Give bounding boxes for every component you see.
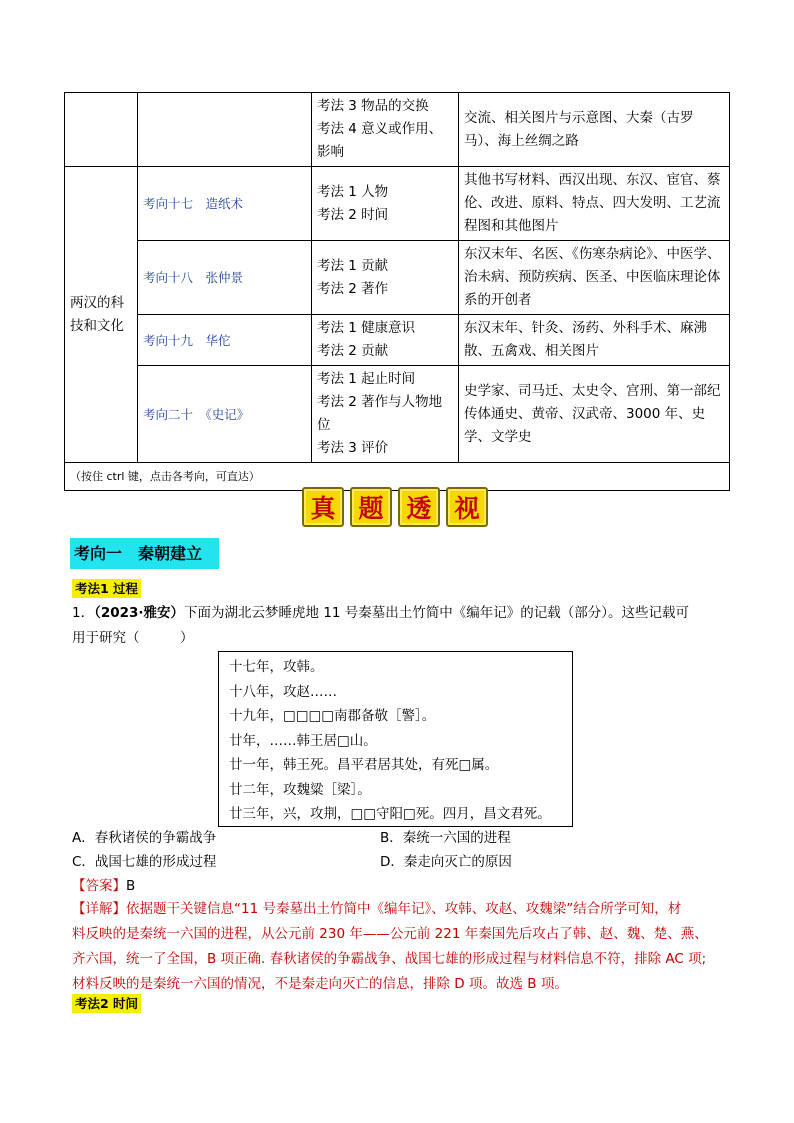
option-b[interactable]: B．秦统一六国的进程 [380,830,511,846]
keyword-text: 史学家、司马迁、太史令、宫刑、第一部纪传体通史、黄帝、汉武帝、3000 年、史学、文学史 [464,382,721,445]
table-row [65,366,730,463]
keyword-text: 其他书写材料、西汉出现、东汉、宦官、蔡伦、改进、原料、特点、四大发明、工艺流程图和其他图片 [464,172,721,234]
table-row [65,241,730,315]
option-a[interactable]: A．春秋诸侯的争霸战争 [72,830,217,846]
record-line: 十九年，□□□□南郡备敬［警］。 [229,708,436,724]
method-label-process: 考法1 过程 [72,579,141,598]
record-line: 廿年，……韩王居□山。 [229,732,377,749]
keyword-cell [459,241,730,315]
record-line: 十七年，攻韩。 [229,659,324,675]
exam-outline-table [64,92,730,491]
option-d[interactable]: D．秦走向灭亡的原因 [380,854,512,870]
direction-link-zhangzhongjing[interactable]: 考向十八 张仲景 [138,241,312,315]
question-stem-line2: 用于研究（ ） [72,630,194,646]
keyword-cell [459,315,730,366]
direction-link-huatuo[interactable]: 考向十九 华佗 [138,315,312,366]
banner-tile: 视 [446,487,488,527]
question-stem [72,601,732,651]
direction-link-zhizhishu[interactable]: 考向十七 造纸术 [138,167,312,241]
keyword-cell [459,93,730,167]
table-row [65,315,730,366]
direction-cell [138,93,312,167]
question-number: 1． [72,605,95,621]
method-label-time: 考法2 时间 [72,994,141,1013]
keyword-cell [459,366,730,463]
method-text: 考法 1 人物 [317,183,389,200]
method-text: 位 [317,417,331,433]
method-text: 考法 4 意义或作用、 [317,121,443,137]
detail-line: 【详解】依据题干关键信息“11 号秦墓出土竹简中《编年记》、攻韩、攻赵、攻魏梁”结合所学可知，材 [72,901,682,917]
method-text: 考法 2 贡献 [317,343,389,359]
answer-value: B [126,878,136,894]
record-line: 廿二年，攻魏粱［梁］。 [229,781,371,798]
option-c[interactable]: C．战国七雄的形成过程 [72,854,217,870]
method-text: 考法 3 评价 [317,440,389,456]
question-stem-line1: 下面为湖北云梦睡虎地 11 号秦墓出土竹简中《编年记》的记载（部分）。这些记载可 [184,605,690,621]
answer-line [72,875,135,897]
method-text: 考法 2 著作 [317,280,389,297]
method-text: 考法 2 时间 [317,206,389,223]
banner-tile: 真 [302,487,344,527]
table-row [65,93,730,167]
detail-line: 料反映的是秦统一六国的进程，从公元前 230 年——公元前 221 年秦国先后攻占了韩、赵、魏、楚、燕、 [72,926,708,942]
ctrl-click-note: （按住 ctrl 键，点击各考向，可直达） [65,463,730,491]
keyword-text: 交流、相关图片与示意图、大秦（古罗马）、海上丝绸之路 [464,109,694,149]
topic-cell [65,167,138,463]
section-heading: 考向一 秦朝建立 [70,538,219,569]
record-line: 十八年，攻赵…… [229,683,337,700]
record-line: 廿三年，兴，攻荆，□□守阳□死。四月，昌文君死。 [229,806,551,822]
detail-line: 齐六国，统一了全国，B 项正确. 春秋诸侯的争霸战争、战国七雄的形成过程与材料信息不符，排除 AC 项; [72,951,707,967]
method-text: 考法 1 健康意识 [317,320,416,336]
keyword-text: 东汉末年、针灸、汤药、外科手术、麻沸散、五禽戏、相关图片 [464,320,707,359]
method-cell [312,167,459,241]
keyword-cell [459,167,730,241]
method-text: 影响 [317,144,344,160]
topic-text: 两汉的科 [70,294,124,311]
direction-link-shiji[interactable]: 考向二十 《史记》 [138,366,312,463]
banner-tile: 题 [350,487,392,527]
method-text: 考法 1 贡献 [317,257,389,274]
banner-tile: 透 [398,487,440,527]
table-row [65,167,730,241]
method-text: 考法 3 物品的交换 [317,98,429,114]
answer-label: 【答案】 [72,878,126,894]
question-source: （2023·雅安） [94,605,185,621]
method-text: 考法 1 起止时间 [317,371,416,387]
detail-line: 材料反映的是秦统一六国的情况，不是秦走向灭亡的信息，排除 D 项。故选 B 项。 [72,976,568,992]
topic-text: 技和文化 [70,317,124,334]
method-cell [312,315,459,366]
zhenti-toushi-banner [302,487,488,527]
method-cell [312,93,459,167]
keyword-text: 东汉末年、名医、《伤寒杂病论》、中医学、治未病、预防疾病、医圣、中医临床理论体系的开创者 [464,246,721,308]
bamboo-record-box [218,651,573,827]
record-line: 廿一年，韩王死。昌平君居其处，有死□属。 [229,757,499,773]
method-cell [312,241,459,315]
method-text: 考法 2 著作与人物地 [317,394,443,410]
method-cell [312,366,459,463]
answer-detail [72,897,732,997]
topic-cell [65,93,138,167]
